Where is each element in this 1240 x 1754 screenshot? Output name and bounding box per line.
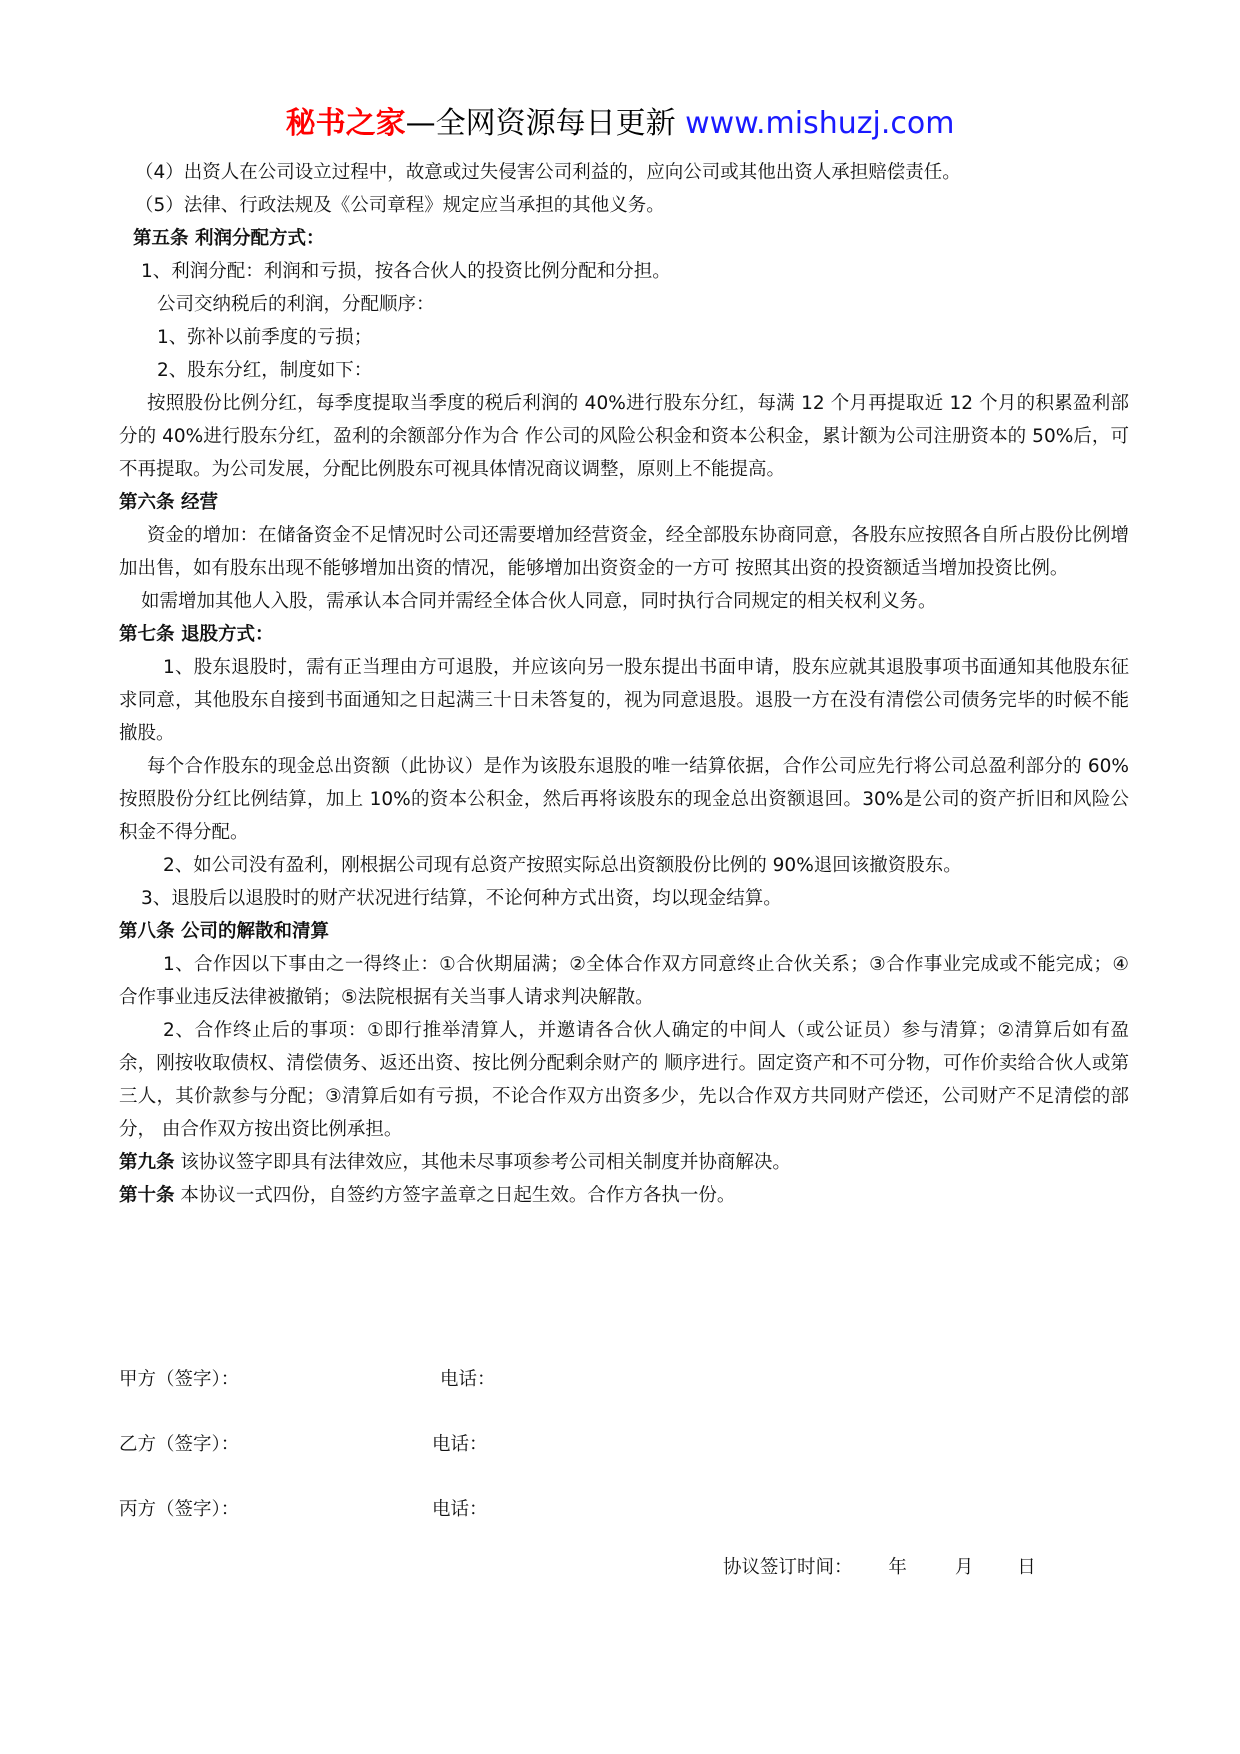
article-8-heading: 第八条 公司的解散和清算 — [119, 921, 329, 942]
date-day: 日 — [1017, 1557, 1036, 1578]
article-10-label: 第十条 — [119, 1185, 175, 1206]
party-c-phone-label: 电话： — [432, 1499, 488, 1520]
paragraph-withdrawal-3: 3、退股后以退股时的财产状况进行结算，不论何种方式出资，均以现金结算。 — [141, 888, 782, 909]
party-b-phone-label: 电话： — [432, 1434, 488, 1455]
paragraph-capital-increase: 资金的增加：在储备资金不足情况时公司还需要增加经营资金，经全部股东协商同意，各股东应按照各自所占股份比例增加出售，如有股东出现不能够增加出资的情况，能够增加出资资金的一方可 按照其出资的投资额适当增加投资比例。 — [119, 525, 1129, 579]
agreement-body — [119, 156, 1129, 1212]
site-header-banner — [0, 104, 1240, 144]
signing-date-label: 协议签订时间： — [723, 1557, 853, 1578]
article-10 — [119, 1179, 1129, 1212]
paragraph-cover-losses: 1、弥补以前季度的亏损； — [157, 327, 373, 348]
paragraph-dissolution-1: 1、合作因以下事由之一得终止：①合伙期届满；②全体合作双方同意终止合伙关系；③合作事业完成或不能完成；④合作事业违反法律被撤销；⑤法院根据有关当事人请求判决解散。 — [119, 954, 1129, 1008]
paragraph-dividend-rules: 按照股份比例分红，每季度提取当季度的税后利润的 40%进行股东分红，每满 12 个月再提取近 12 个月的积累盈利部分的 40%进行股东分红，盈利的余额部分作为合 作公司的风险公积金和资本公积金，累计额为公司注册资本的 50%后，可不再提取。为公司发展，分配比例股东可视具体情况商议调整，原则上不能提高。 — [119, 393, 1129, 480]
article-7-heading: 第七条 退股方式： — [119, 624, 274, 645]
party-a-phone-label: 电话： — [440, 1369, 496, 1390]
brand-name: 秘书之家 — [285, 106, 406, 141]
paragraph-dissolution-2: 2、合作终止后的事项：①即行推举清算人，并邀请各合伙人确定的中间人（或公证员）参与清算；②清算后如有盈余，刚按收取债权、清偿债务、返还出资、按比例分配剩余财产的 顺序进行。固定资产和不可分物，可作价卖给合伙人或第三人，其价款参与分配；③清算后如有亏损，不论合作双方出资多少，先以合作双方共同财产偿还，公司财产不足清偿的部分， 由合作双方按出资比例承担。 — [119, 1020, 1129, 1140]
paragraph-new-partners: 如需增加其他人入股，需承认本合同并需经全体合伙人同意，同时执行合同规定的相关权利义务。 — [141, 591, 937, 612]
header-url-link[interactable]: www.mishuzj.com — [685, 106, 955, 141]
paragraph-after-tax-order: 公司交纳税后的利润，分配顺序： — [157, 294, 435, 315]
paragraph-withdrawal-1: 1、股东退股时，需有正当理由方可退股，并应该向另一股东提出书面申请，股东应就其退股事项书面通知其他股东征求同意，其他股东自接到书面通知之日起满三十日未答复的，视为同意退股。退股一方在没有清偿公司债务完毕的时候不能撤股。 — [119, 657, 1129, 744]
article-9 — [119, 1146, 1129, 1179]
paragraph-obligation-4: （4）出资人在公司设立过程中，故意或过失侵害公司利益的，应向公司或其他出资人承担赔偿责任。 — [135, 162, 961, 183]
header-tagline: —全网资源每日更新 — [405, 106, 686, 141]
signing-date-line — [723, 1553, 1036, 1583]
party-c-signature-label: 丙方（签字）： — [119, 1499, 240, 1520]
paragraph-obligation-5: （5）法律、行政法规及《公司章程》规定应当承担的其他义务。 — [135, 195, 665, 216]
paragraph-withdrawal-2: 2、如公司没有盈利，刚根据公司现有总资产按照实际总出资额股份比例的 90%退回该撤资股东。 — [163, 855, 962, 876]
paragraph-withdrawal-settlement: 每个合作股东的现金总出资额（此协议）是作为该股东退股的唯一结算依据，合作公司应先行将公司总盈利部分的 60%按照股份分红比例结算，加上 10%的资本公积金，然后再将该股东的现金总出资额退回。30%是公司的资产折旧和风险公积金不得分配。 — [119, 756, 1129, 843]
article-10-text: 本协议一式四份，自签约方签字盖章之日起生效。合作方各执一份。 — [174, 1185, 736, 1206]
paragraph-profit-distribution: 1、利润分配：利润和亏损，按各合伙人的投资比例分配和分担。 — [141, 261, 671, 282]
article-6-heading: 第六条 经营 — [119, 492, 218, 513]
article-5-heading: 第五条 利润分配方式： — [133, 228, 325, 249]
date-year: 年 — [888, 1557, 907, 1578]
article-9-label: 第九条 — [119, 1152, 175, 1173]
party-b-signature-label: 乙方（签字）： — [119, 1434, 240, 1455]
date-month: 月 — [954, 1557, 974, 1578]
paragraph-dividends: 2、股东分红，制度如下： — [157, 360, 373, 381]
party-a-signature-label: 甲方（签字）： — [119, 1369, 240, 1390]
article-9-text: 该协议签字即具有法律效应，其他未尽事项参考公司相关制度并协商解决。 — [174, 1152, 791, 1173]
